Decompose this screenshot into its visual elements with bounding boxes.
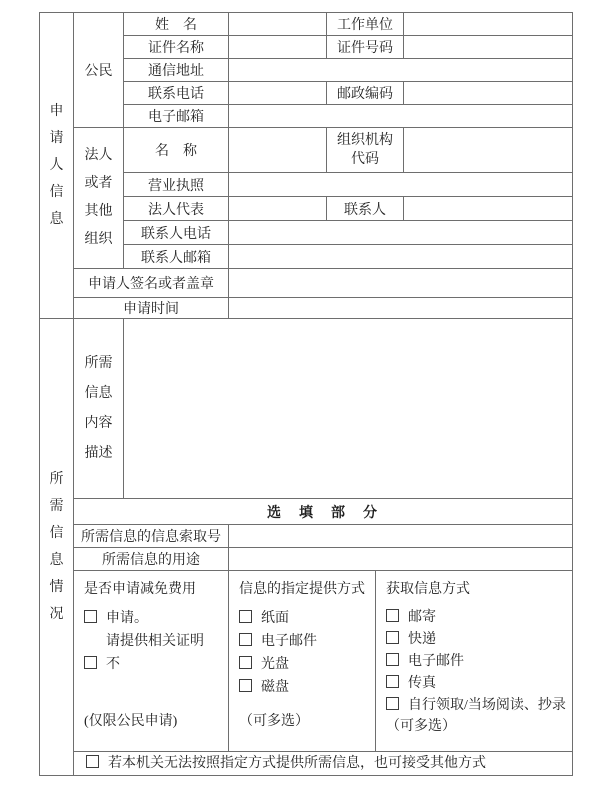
contact-email-value-cell[interactable] — [229, 245, 573, 269]
delivery-option-email[interactable]: 电子邮件 — [239, 630, 371, 653]
contact-person-value-cell[interactable] — [404, 197, 573, 221]
description-value-cell[interactable] — [124, 319, 573, 499]
obtain-option-email[interactable]: 电子邮件 — [386, 651, 568, 673]
delivery-method-inner — [239, 580, 371, 740]
checkbox-icon — [239, 656, 252, 669]
checkbox-icon — [86, 755, 99, 768]
row-request-number — [40, 525, 573, 548]
name-label: 姓 名 — [124, 13, 229, 36]
row-signature — [40, 269, 573, 298]
application-form-table — [39, 12, 573, 776]
contact-phone-label: 联系人电话 — [124, 221, 229, 245]
optional-section-header: 选 填 部 分 — [74, 499, 573, 525]
phone-value-cell[interactable] — [229, 82, 327, 105]
org-name-label: 名 称 — [124, 128, 229, 173]
row-org-name — [40, 128, 573, 173]
contact-phone-value-cell[interactable] — [229, 221, 573, 245]
address-label: 通信地址 — [124, 59, 229, 82]
purpose-value-cell[interactable] — [229, 548, 573, 571]
row-fallback — [40, 752, 573, 776]
email-label: 电子邮箱 — [124, 105, 229, 128]
id-type-label: 证件名称 — [124, 36, 229, 59]
fallback-option-cell — [74, 752, 573, 776]
postcode-value-cell[interactable] — [404, 82, 573, 105]
checkbox-icon — [386, 675, 399, 688]
delivery-method-footer: （可多选） — [239, 714, 309, 729]
org-name-value-cell[interactable] — [229, 128, 327, 173]
id-type-value-cell[interactable] — [229, 36, 327, 59]
signature-label: 申请人签名或者盖章 — [74, 269, 229, 298]
checkbox-icon — [386, 609, 399, 622]
business-license-value-cell[interactable] — [229, 173, 573, 197]
delivery-option-cd[interactable]: 光盘 — [239, 653, 371, 676]
postcode-label: 邮政编码 — [327, 82, 404, 105]
fee-waiver-apply-note: 请提供相关证明 — [106, 634, 204, 649]
org-code-label: 组织机构 代码 — [327, 128, 404, 173]
phone-label: 联系电话 — [124, 82, 229, 105]
obtain-option-fax[interactable]: 传真 — [386, 673, 568, 695]
checkbox-icon — [386, 653, 399, 666]
name-value-cell[interactable] — [229, 13, 327, 36]
citizen-group-label: 公民 — [74, 13, 124, 128]
address-value-cell[interactable] — [229, 59, 573, 82]
obtain-option-selfpickup[interactable]: 自行领取/当场阅读、抄录 — [386, 695, 568, 717]
obtain-option-express[interactable]: 快递 — [386, 629, 568, 651]
fee-waiver-option-no[interactable]: 不 — [84, 653, 224, 676]
obtain-method-inner — [386, 580, 568, 740]
row-purpose — [40, 548, 573, 571]
request-number-label: 所需信息的信息索取号 — [74, 525, 229, 548]
delivery-option-disk[interactable]: 磁盘 — [239, 676, 371, 699]
business-license-label: 营业执照 — [124, 173, 229, 197]
row-checkbox-options — [40, 571, 573, 752]
email-value-cell[interactable] — [229, 105, 573, 128]
fee-waiver-cell — [74, 571, 229, 752]
obtain-method-footer: （可多选） — [386, 719, 456, 734]
checkbox-icon — [239, 633, 252, 646]
checkbox-icon — [239, 679, 252, 692]
description-label: 所需 信息 内容 描述 — [74, 319, 124, 499]
row-apply-date — [40, 298, 573, 319]
obtain-option-mail[interactable]: 邮寄 — [386, 607, 568, 629]
applicant-section-label: 申 请 人 信 息 — [40, 13, 74, 319]
row-name — [40, 13, 573, 36]
checkbox-icon — [239, 610, 252, 623]
obtain-method-title: 获取信息方式 — [386, 582, 470, 597]
delivery-option-paper[interactable]: 纸面 — [239, 607, 371, 630]
checkbox-icon — [386, 631, 399, 644]
org-code-value-cell[interactable] — [404, 128, 573, 173]
obtain-method-cell — [376, 571, 573, 752]
fee-waiver-title: 是否申请减免费用 — [84, 582, 196, 597]
row-optional-header — [40, 499, 573, 525]
apply-date-label: 申请时间 — [74, 298, 229, 319]
required-info-section-label: 所 需 信 息 情 况 — [40, 319, 74, 776]
fee-waiver-option-apply[interactable]: 申请。 — [84, 607, 224, 630]
signature-value-cell[interactable] — [229, 269, 573, 298]
fee-waiver-inner — [84, 580, 224, 740]
delivery-method-cell — [229, 571, 376, 752]
form-table-wrapper — [39, 12, 572, 776]
purpose-label: 所需信息的用途 — [74, 548, 229, 571]
fallback-option[interactable]: 若本机关无法按照指定方式提供所需信息，也可接受其他方式 — [86, 756, 486, 771]
checkbox-icon — [84, 610, 97, 623]
contact-person-label: 联系人 — [327, 197, 404, 221]
legal-org-group-label: 法人 或者 其他 组织 — [74, 128, 124, 269]
legal-representative-value-cell[interactable] — [229, 197, 327, 221]
apply-date-value-cell[interactable] — [229, 298, 573, 319]
checkbox-icon — [84, 656, 97, 669]
work-unit-label: 工作单位 — [327, 13, 404, 36]
id-number-value-cell[interactable] — [404, 36, 573, 59]
checkbox-icon — [386, 697, 399, 710]
delivery-method-title: 信息的指定提供方式 — [239, 582, 365, 597]
contact-email-label: 联系人邮箱 — [124, 245, 229, 269]
fee-waiver-footer: (仅限公民申请) — [84, 714, 178, 729]
work-unit-value-cell[interactable] — [404, 13, 573, 36]
request-number-value-cell[interactable] — [229, 525, 573, 548]
legal-representative-label: 法人代表 — [124, 197, 229, 221]
row-description — [40, 319, 573, 499]
id-number-label: 证件号码 — [327, 36, 404, 59]
